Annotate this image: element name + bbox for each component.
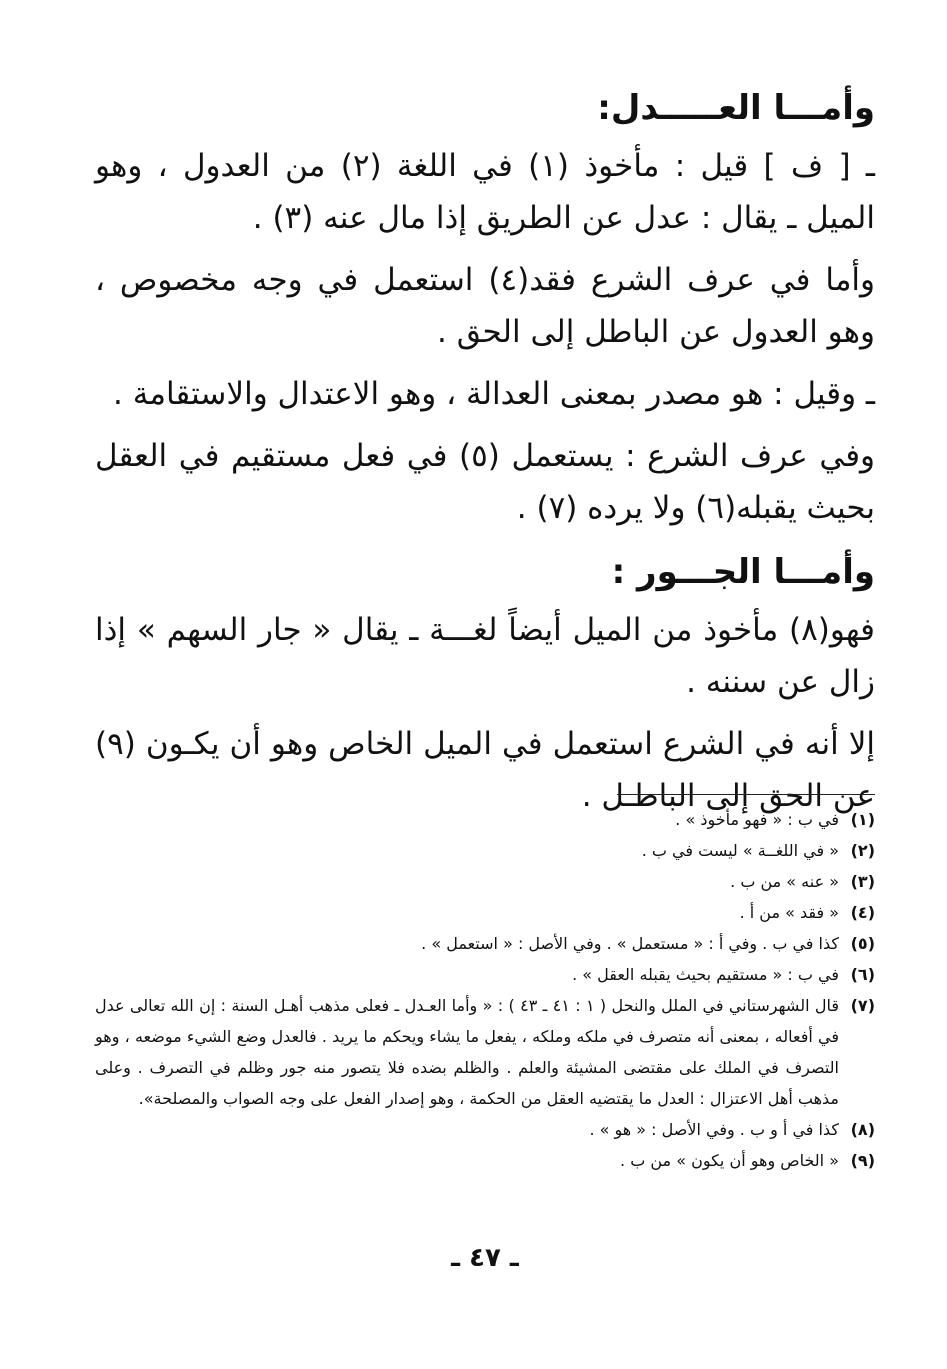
paragraph-4: وفي عرف الشرع : يستعمل (٥) في فعل مستقيم في العقل بحيث يقبله(٦) ولا يرده (٧) . bbox=[95, 438, 875, 526]
footnote-text: كذا في أ و ب . وفي الأصل : « هو » . bbox=[589, 1120, 839, 1139]
footnote bbox=[95, 866, 875, 897]
footnote bbox=[95, 1145, 875, 1176]
footnote-number: (٣) bbox=[850, 872, 875, 891]
footnote-number: (٥) bbox=[850, 934, 875, 953]
paragraph-5: فهو(٨) مأخوذ من الميل أيضاً لغـــة ـ يقال « جار السهم » إذا زال عن سننه . bbox=[95, 612, 875, 700]
page bbox=[95, 80, 875, 1340]
footnote-text: « الخاص وهو أن يكون » من ب . bbox=[620, 1151, 839, 1170]
footnotes-list bbox=[95, 804, 875, 1176]
footnote bbox=[95, 990, 875, 1114]
footnote-number: (٤) bbox=[850, 903, 875, 922]
paragraph-2: وأما في عرف الشرع فقد(٤) استعمل في وجه مخصوص ، وهو العدول عن الباطل إلى الحق . bbox=[95, 262, 876, 350]
paragraph-1: ـ [ ف ] قيل : مأخوذ (١) في اللغة (٢) من العدول ، وهو الميل ـ يقال : عدل عن الطريق إذا مال عنه (٣) . bbox=[95, 148, 875, 236]
footnote bbox=[95, 897, 875, 928]
footnote-number: (١) bbox=[850, 810, 875, 829]
footnote-text: « عنه » من ب . bbox=[730, 872, 839, 891]
footnote bbox=[95, 928, 875, 959]
footnote bbox=[95, 1114, 875, 1145]
footnote-text: قال الشهرستاني في الملل والنحل ( ١ : ٤١ ـ ٤٣ ) : « وأما العـدل ـ فعلى مذهب أهـل السنة : إن الله تعالى عدل في أفعاله ، بمعنى أنه متصرف في ملكه وملكه ، يفعل ما يشاء ويحكم ما يريد . فالعدل وضع الشيء موضعه ، وهو التصرف في الملك على مقتضى المشيئة والعلم . والظلم بضده فلا يتصور منه جور وظلم في التصرف . وعلى مذهب أهل الاعتزال : العدل ما يقتضيه العقل من الحكمة ، وهو إصدار الفعل على وجه الصواب والمصلحة». bbox=[95, 996, 840, 1108]
footnote-number: (٧) bbox=[850, 996, 875, 1015]
section-heading-injustice: وأمـــا الجـــور : bbox=[611, 552, 875, 592]
section-heading-justice: وأمـــا العـــــدل: bbox=[597, 88, 875, 128]
footnote-number: (٩) bbox=[850, 1151, 875, 1170]
footnote-text: في ب : « فهو مأخوذ » . bbox=[675, 810, 839, 829]
footnote bbox=[95, 835, 875, 866]
page-number: ـ ٤٧ ـ bbox=[451, 1243, 519, 1273]
footnote-text: « فقد » من أ . bbox=[739, 903, 839, 922]
paragraph-3: ـ وقيل : هو مصدر بمعنى العدالة ، وهو الاعتدال والاستقامة . bbox=[113, 376, 875, 412]
footnote-text: « في اللغــة » ليست في ب . bbox=[641, 841, 839, 860]
footnote bbox=[95, 959, 875, 990]
footnote-number: (٦) bbox=[850, 965, 875, 984]
paragraph-6: إلا أنه في الشرع استعمل في الميل الخاص وهو أن يكـون (٩) عن الحق إلى الباطـل . bbox=[95, 726, 875, 814]
footnote-text: كذا في ب . وفي أ : « مستعمل » . وفي الأصل : « استعمل » . bbox=[421, 934, 839, 953]
footnote-separator bbox=[617, 794, 875, 795]
footnote bbox=[95, 804, 875, 835]
footnote-text: في ب : « مستقيم بحيث يقبله العقل » . bbox=[572, 965, 839, 984]
footnote-number: (٢) bbox=[850, 841, 875, 860]
footnote-number: (٨) bbox=[850, 1120, 875, 1139]
